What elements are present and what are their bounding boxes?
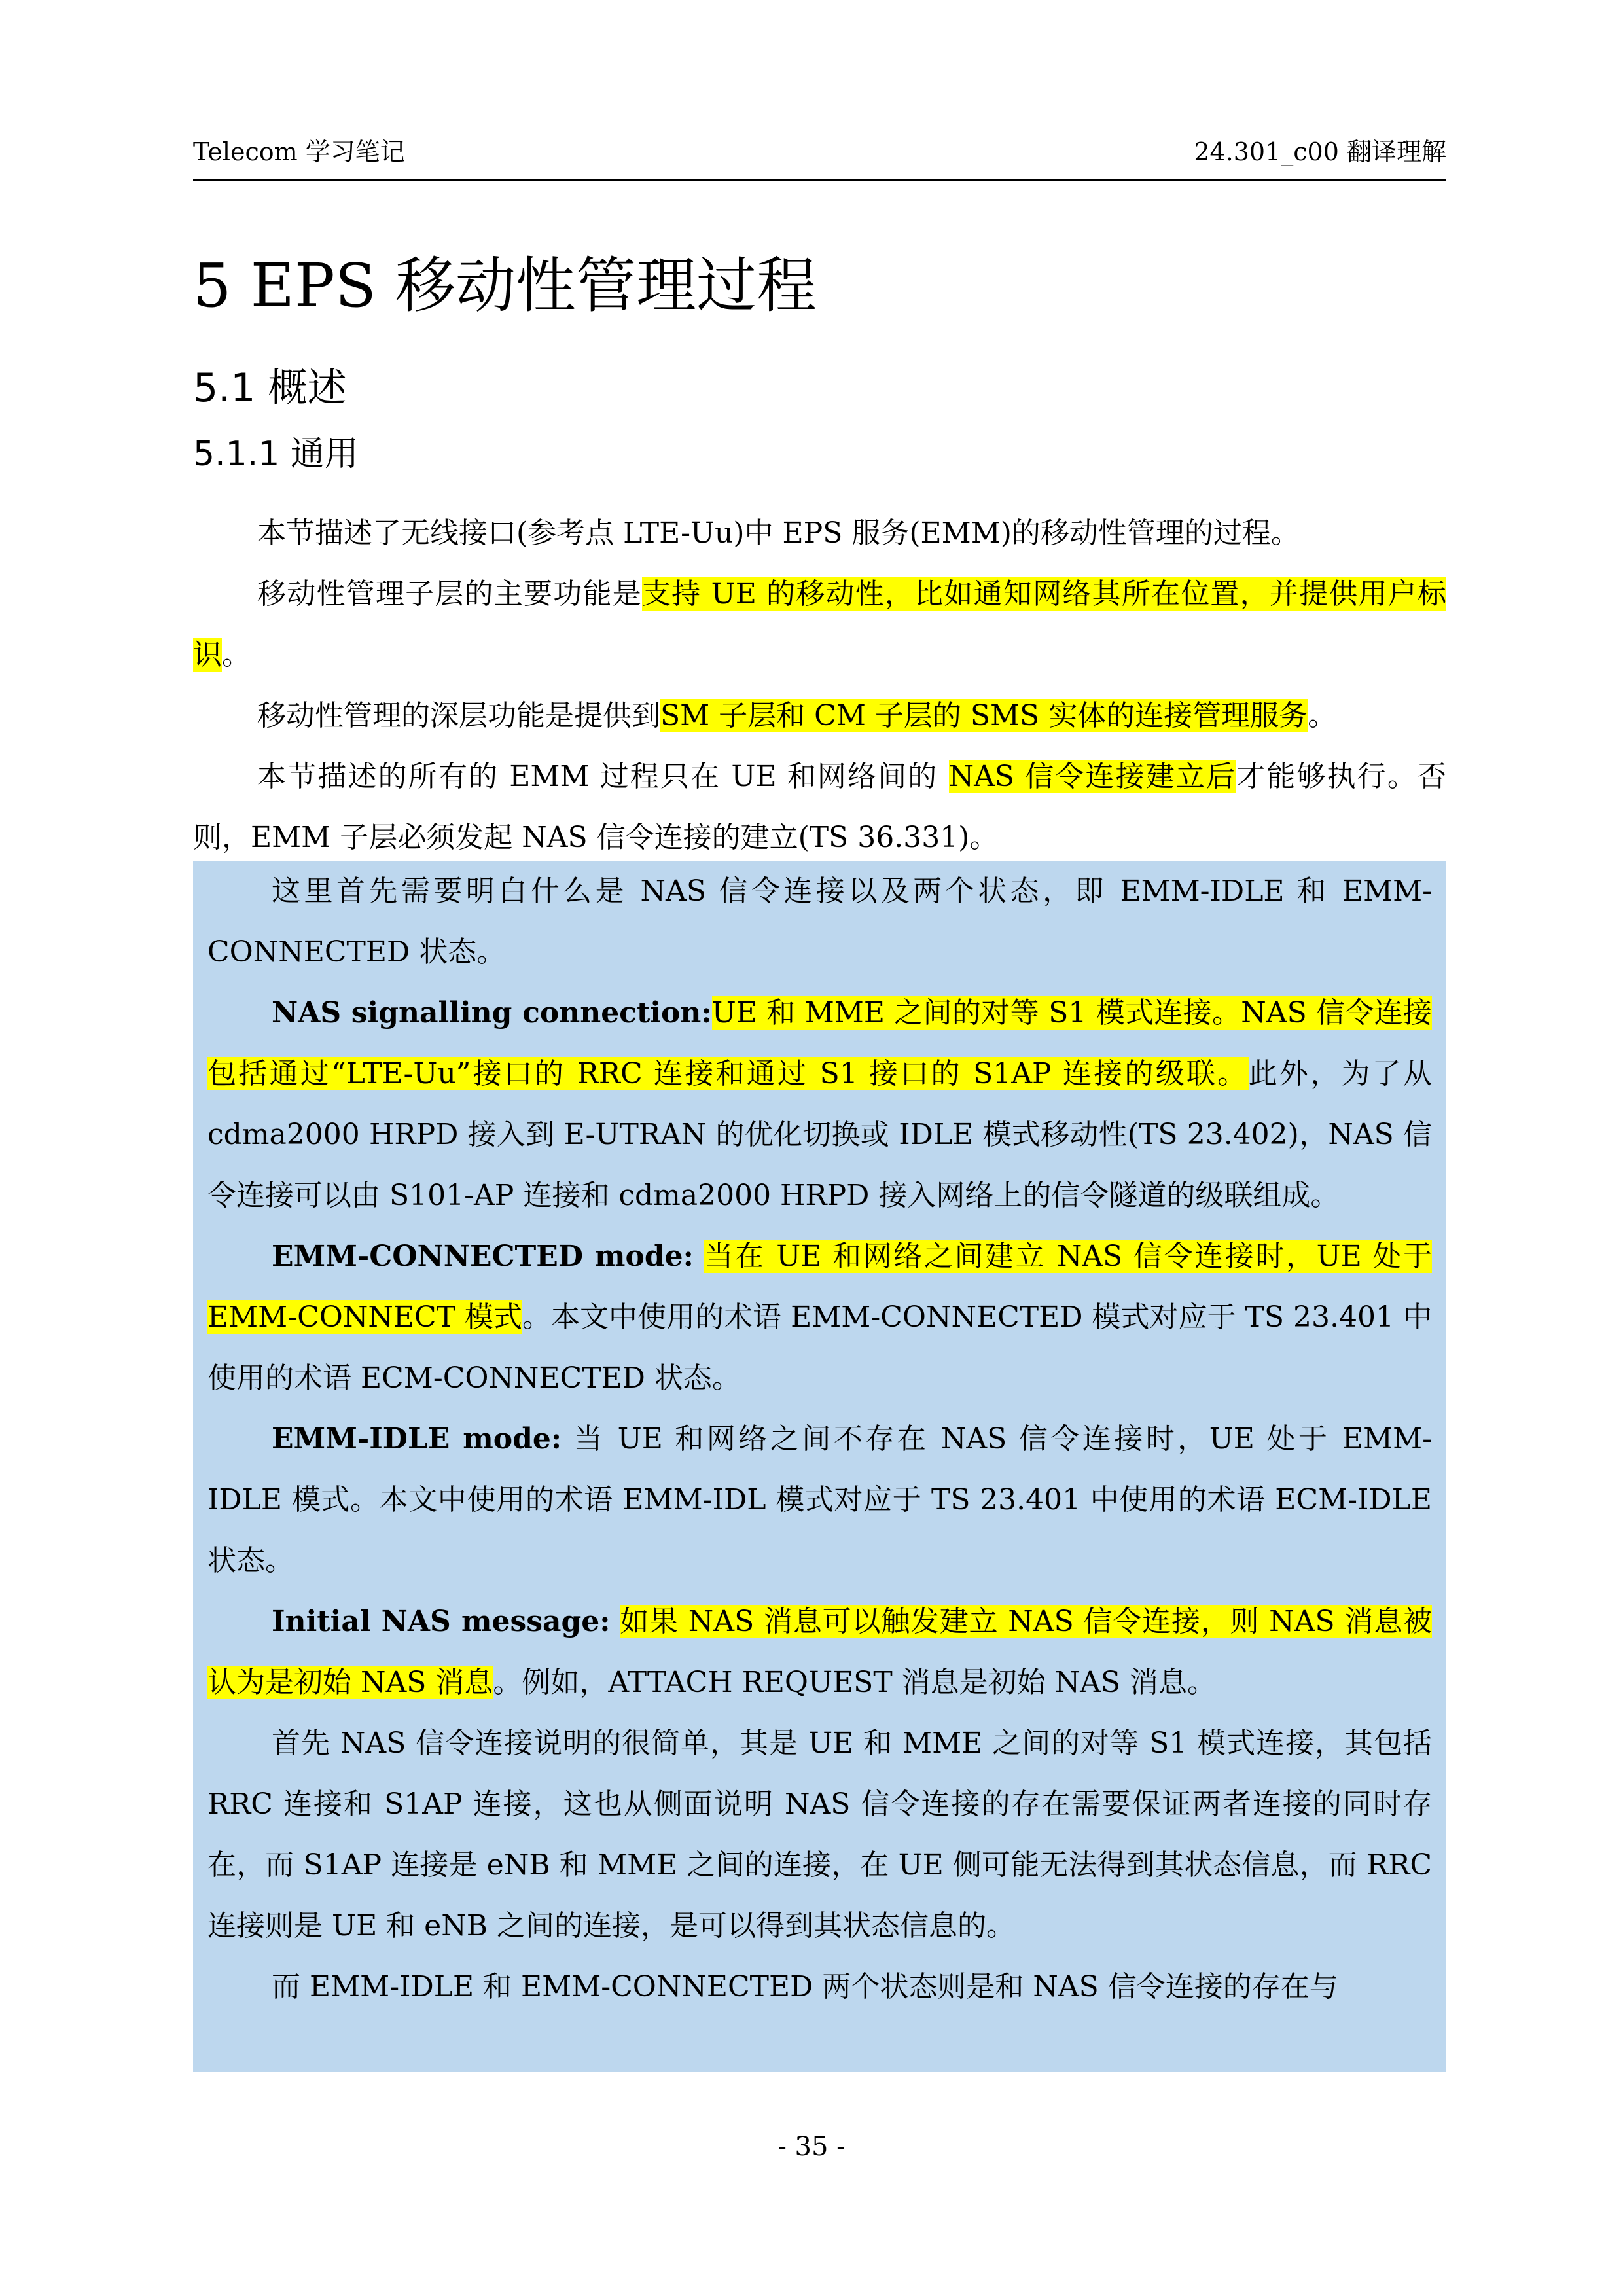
note-paragraph <box>207 1713 1432 1956</box>
chapter-title: 5 EPS 移动性管理过程 <box>193 251 817 321</box>
note-text: 这里首先需要明白什么是 NAS 信令连接以及两个状态，即 EMM-IDLE 和 EMM-CONNECTED 状态。 <box>207 874 1432 969</box>
note-paragraph <box>207 861 1432 982</box>
highlighted-text: 如果 NAS 消息可以触发建立 NAS 信令连接，则 NAS 消息被认为是初始 NAS 消息 <box>207 1605 1433 1699</box>
note-text: 。本文中使用的术语 EMM-CONNECTED 模式对应于 TS 23.401 中使用的术语 ECM-CONNECTED 状态。 <box>207 1300 1432 1395</box>
paragraph <box>193 685 1446 746</box>
note-text: 当 UE 和网络之间不存在 NAS 信令连接时，UE 处于 EMM-IDLE 模式。本文中使用的术语 EMM-IDL 模式对应于 TS 23.401 中使用的术语 ECM-IDLE 状态。 <box>207 1422 1433 1577</box>
paragraph-text: 。 <box>1308 699 1337 732</box>
paragraph-text: 移动性管理子层的主要功能是 <box>257 577 642 611</box>
header-right: 24.301_c00 翻译理解 <box>1194 137 1446 166</box>
highlighted-text: UE 和 MME 之间的对等 S1 模式连接。NAS 信令连接包括通过“LTE-Uu”接口的 RRC 连接和通过 S1 接口的 S1AP 连接的级联。 <box>207 996 1432 1090</box>
paragraph <box>193 746 1446 868</box>
section-title: 5.1 概述 <box>193 365 347 411</box>
page-number: - 35 - <box>777 2132 846 2162</box>
note-text: 此外，为了从 cdma2000 HRPD 接入到 E-UTRAN 的优化切换或 IDLE 模式移动性(TS 23.402)，NAS 信令连接可以由 S101-AP 连接和 cdma2000 HRPD 接入网络上的信令隧道的级联组成。 <box>207 1057 1433 1212</box>
term-label: EMM-IDLE mode: <box>272 1422 562 1456</box>
subsection-title: 5.1.1 通用 <box>193 435 359 474</box>
paragraph-text: 移动性管理的深层功能是提供到 <box>257 699 660 732</box>
paragraph <box>193 564 1446 685</box>
note-paragraph <box>207 982 1432 1226</box>
term-label: NAS signalling connection: <box>272 996 712 1030</box>
note-paragraph <box>207 1408 1432 1591</box>
note-text: 而 EMM-IDLE 和 EMM-CONNECTED 两个状态则是和 NAS 信令连接的存在与 <box>272 1970 1338 2003</box>
highlighted-text: SM 子层和 CM 子层的 SMS 实体的连接管理服务 <box>660 699 1308 732</box>
note-paragraph <box>207 1956 1432 2017</box>
note-box <box>193 861 1446 2072</box>
highlighted-text: NAS 信令连接建立后 <box>948 760 1237 793</box>
note-paragraph <box>207 1591 1432 1713</box>
page-header <box>193 130 1446 181</box>
highlighted-text: 支持 UE 的移动性，比如通知网络其所在位置，并提供用户标识 <box>193 577 1447 672</box>
note-text: 首先 NAS 信令连接说明的很简单，其是 UE 和 MME 之间的对等 S1 模式连接，其包括 RRC 连接和 S1AP 连接，这也从侧面说明 NAS 信令连接的存在需要保证两者连接的同时存在，而 S1AP 连接是 eNB 和 MME 之间的连接，在 UE 侧可能无法得到其状态信息，而 RRC 连接则是 UE 和 eNB 之间的连接，是可以得到其状态信息的。 <box>207 1727 1432 1943</box>
term-label: Initial NAS message: <box>272 1605 611 1638</box>
paragraph <box>193 503 1446 564</box>
body-text <box>193 503 1446 868</box>
paragraph-text: 本节描述了无线接口(参考点 LTE-Uu)中 EPS 服务(EMM)的移动性管理的过程。 <box>257 516 1300 550</box>
paragraph-text: 。 <box>222 638 251 672</box>
paragraph-text: 才能够执行。否则，EMM 子层必须发起 NAS 信令连接的建立(TS 36.331)。 <box>193 760 1447 854</box>
header-left: Telecom 学习笔记 <box>193 137 405 166</box>
note-paragraph <box>207 1226 1432 1408</box>
highlighted-text: 当在 UE 和网络之间建立 NAS 信令连接时，UE 处于 EMM-CONNECT 模式 <box>207 1240 1432 1334</box>
paragraph-text: 本节描述的所有的 EMM 过程只在 UE 和网络间的 <box>257 760 949 793</box>
note-text: 。例如，ATTACH REQUEST 消息是初始 NAS 消息。 <box>493 1666 1217 1699</box>
term-label: EMM-CONNECTED mode: <box>272 1240 694 1273</box>
